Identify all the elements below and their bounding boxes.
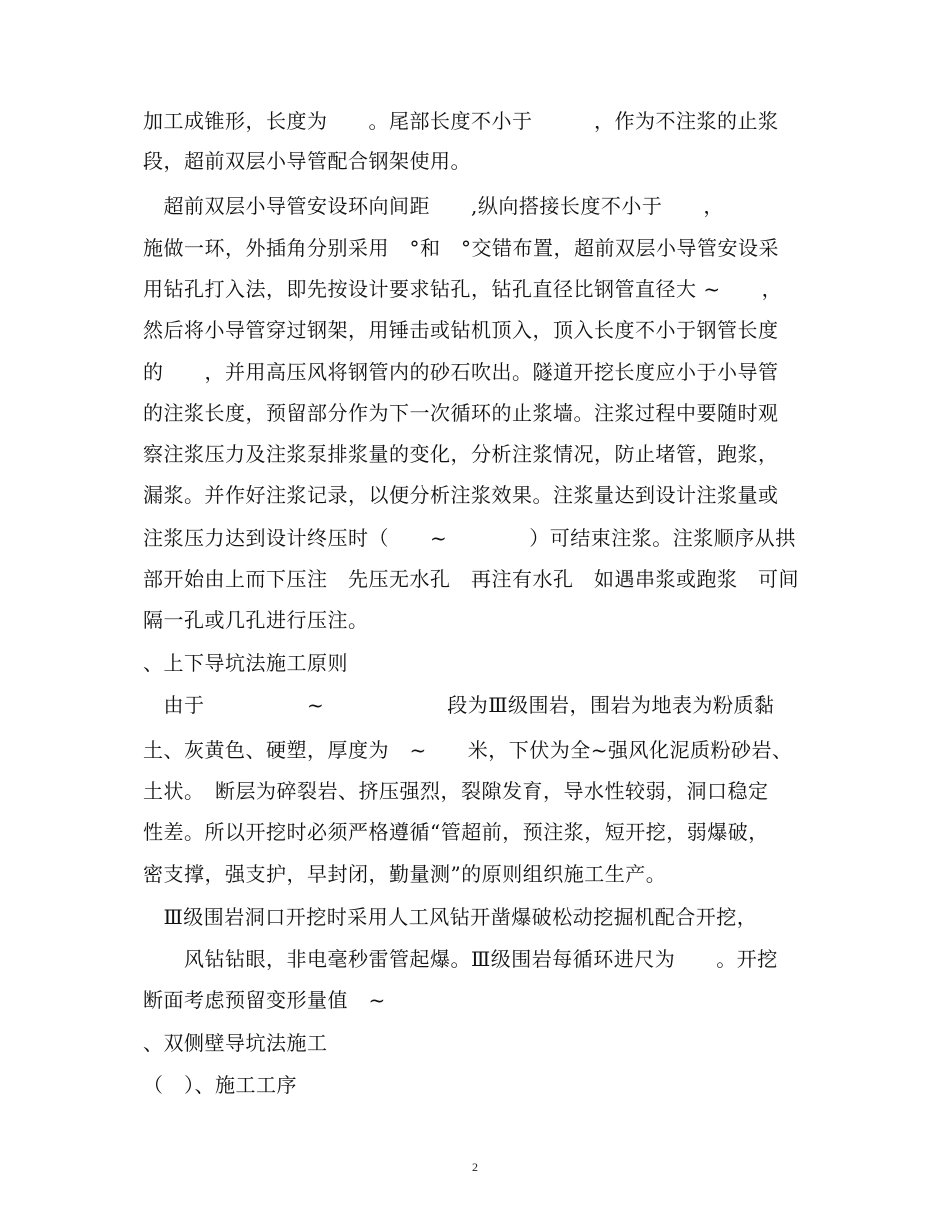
text-line: 然后将小导管穿过钢架，用锤击或钻机顶入，顶入长度不小于钢管长度 xyxy=(143,318,779,342)
text-line: 施做一环，外插角分别采用 °和 °交错布置，超前双层小导管安设采 xyxy=(143,236,779,260)
text-line: 土、灰黄色、硬塑，厚度为 ~ 米，下伏为全~强风化泥质粉砂岩、 xyxy=(143,738,793,762)
text-line: 由于 ~ 段为Ⅲ级围岩，围岩为地表为粉质黏 xyxy=(143,693,775,717)
text-line: 断面考虑预留变形量值 ~ xyxy=(143,988,386,1012)
section-heading: 、双侧壁导坑法施工 xyxy=(143,1031,328,1055)
text-line: 的注浆长度，预留部分作为下一次循环的止浆墙。注浆过程中要随时观 xyxy=(143,401,779,425)
text-line: 性差。所以开挖时必须严格遵循“管超前，预注浆，短开挖，弱爆破， xyxy=(143,820,769,844)
text-line: 部开始由上而下压注 先压无水孔 再注有水孔 如遇串浆或跑浆 可间 xyxy=(143,567,799,591)
section-heading: 、上下导坑法施工原则 xyxy=(143,651,348,675)
page-number: 2 xyxy=(472,1160,478,1174)
text-line: 漏浆。并作好注浆记录，以便分析注浆效果。注浆量达到设计注浆量或 xyxy=(143,483,779,507)
text-line: 段，超前双层小导管配合钢架使用。 xyxy=(143,149,471,173)
text-line: 的 ，并用高压风将钢管内的砂石吹出。隧道开挖长度应小于小导管 xyxy=(143,360,779,384)
text-line: 土状。 断层为碎裂岩、挤压强烈，裂隙发育，导水性较弱，洞口稳定 xyxy=(143,779,769,803)
text-line: 密支撑，强支护，早封闭，勤量测”的原则组织施工生产。 xyxy=(143,862,667,886)
text-line: Ⅲ级围岩洞口开挖时采用人工风钻开凿爆破松动挖掘机配合开挖， xyxy=(143,905,758,929)
text-line: 察注浆压力及注浆泵排浆量的变化，分析注浆情况，防止堵管，跑浆， xyxy=(143,442,779,466)
subsection-heading: （ ）、施工工序 xyxy=(143,1073,297,1097)
text-line: 风钻钻眼，非电毫秒雷管起爆。Ⅲ级围岩每循环进尺为 。开挖 xyxy=(143,947,778,971)
text-line: 超前双层小导管安设环向间距 ,纵向搭接长度不小于 ， xyxy=(143,194,724,218)
text-line: 隔一孔或几孔进行压注。 xyxy=(143,608,369,632)
text-line: 注浆压力达到设计终压时（ ~ ）可结束注浆。注浆顺序从拱 xyxy=(143,526,796,550)
text-line: 用钻孔打入法，即先按设计要求钻孔，钻孔直径比钢管直径大 ~ ， xyxy=(143,277,783,301)
text-line: 加工成锥形，长度为 。尾部长度不小于 ，作为不注浆的止浆 xyxy=(143,109,779,133)
